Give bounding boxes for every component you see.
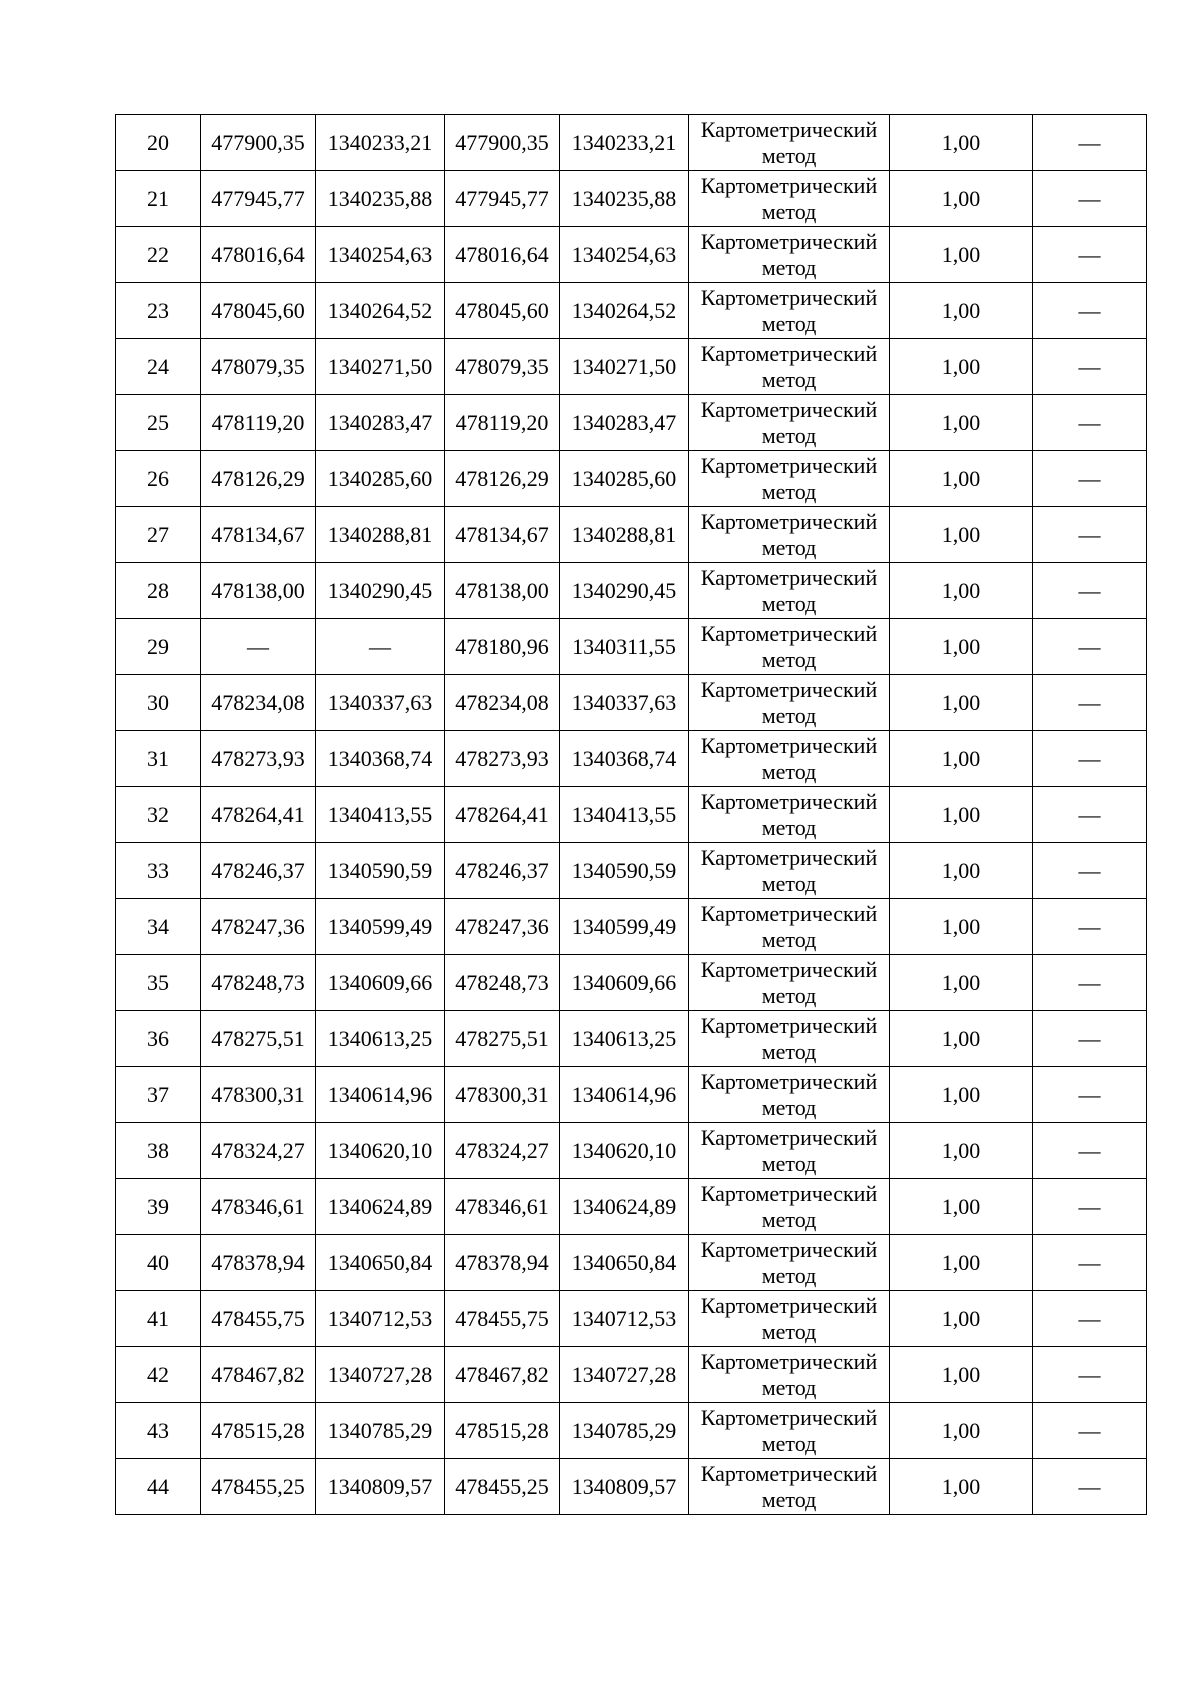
method-label-line2: метод bbox=[761, 758, 817, 784]
new-x-cell: 478247,36 bbox=[445, 899, 560, 955]
method-label-line2: метод bbox=[761, 814, 817, 840]
accuracy-cell: 1,00 bbox=[890, 507, 1033, 563]
point-number-cell: 32 bbox=[116, 787, 201, 843]
table-row bbox=[116, 1235, 1147, 1291]
method-label-line2: метод bbox=[761, 926, 817, 952]
new-x-cell: 478248,73 bbox=[445, 955, 560, 1011]
method-cell bbox=[689, 1403, 890, 1459]
method-label-line2: метод bbox=[761, 534, 817, 560]
description-cell: — bbox=[1033, 1067, 1147, 1123]
existing-y-cell: 1340809,57 bbox=[316, 1459, 445, 1515]
description-cell: — bbox=[1033, 507, 1147, 563]
new-x-cell: 478016,64 bbox=[445, 227, 560, 283]
existing-y-cell: 1340368,74 bbox=[316, 731, 445, 787]
method-label-line2: метод bbox=[761, 1262, 817, 1288]
point-number-cell: 33 bbox=[116, 843, 201, 899]
description-cell: — bbox=[1033, 955, 1147, 1011]
new-y-cell: 1340599,49 bbox=[560, 899, 689, 955]
method-label-line2: метод bbox=[761, 1094, 817, 1120]
new-y-cell: 1340712,53 bbox=[560, 1291, 689, 1347]
new-y-cell: 1340235,88 bbox=[560, 171, 689, 227]
existing-x-cell: 478275,51 bbox=[201, 1011, 316, 1067]
new-x-cell: 478273,93 bbox=[445, 731, 560, 787]
description-cell: — bbox=[1033, 619, 1147, 675]
method-cell bbox=[689, 171, 890, 227]
existing-x-cell: 478119,20 bbox=[201, 395, 316, 451]
method-label-line1: Картометрический bbox=[700, 1180, 878, 1206]
existing-y-cell: 1340233,21 bbox=[316, 115, 445, 171]
method-label-line2: метод bbox=[761, 1038, 817, 1064]
method-label-line2: метод bbox=[761, 1206, 817, 1232]
description-cell: — bbox=[1033, 1235, 1147, 1291]
existing-y-cell: 1340614,96 bbox=[316, 1067, 445, 1123]
method-cell bbox=[689, 339, 890, 395]
table-row bbox=[116, 899, 1147, 955]
accuracy-cell: 1,00 bbox=[890, 339, 1033, 395]
method-label-line1: Картометрический bbox=[700, 956, 878, 982]
method-label-line2: метод bbox=[761, 590, 817, 616]
point-number-cell: 42 bbox=[116, 1347, 201, 1403]
accuracy-cell: 1,00 bbox=[890, 1235, 1033, 1291]
description-cell: — bbox=[1033, 563, 1147, 619]
accuracy-cell: 1,00 bbox=[890, 787, 1033, 843]
description-cell: — bbox=[1033, 843, 1147, 899]
table-row bbox=[116, 1179, 1147, 1235]
point-number-cell: 28 bbox=[116, 563, 201, 619]
new-x-cell: 478246,37 bbox=[445, 843, 560, 899]
new-x-cell: 478275,51 bbox=[445, 1011, 560, 1067]
existing-x-cell: — bbox=[201, 619, 316, 675]
table-row bbox=[116, 395, 1147, 451]
accuracy-cell: 1,00 bbox=[890, 451, 1033, 507]
method-cell bbox=[689, 1235, 890, 1291]
existing-y-cell: 1340727,28 bbox=[316, 1347, 445, 1403]
method-cell bbox=[689, 1347, 890, 1403]
existing-x-cell: 478045,60 bbox=[201, 283, 316, 339]
method-label-line2: метод bbox=[761, 1374, 817, 1400]
existing-x-cell: 478248,73 bbox=[201, 955, 316, 1011]
method-cell bbox=[689, 1067, 890, 1123]
description-cell: — bbox=[1033, 1179, 1147, 1235]
point-number-cell: 36 bbox=[116, 1011, 201, 1067]
existing-x-cell: 478247,36 bbox=[201, 899, 316, 955]
table-row bbox=[116, 1347, 1147, 1403]
point-number-cell: 23 bbox=[116, 283, 201, 339]
table-row bbox=[116, 339, 1147, 395]
method-cell bbox=[689, 787, 890, 843]
accuracy-cell: 1,00 bbox=[890, 227, 1033, 283]
coordinates-table bbox=[115, 114, 1147, 1515]
new-x-cell: 478126,29 bbox=[445, 451, 560, 507]
accuracy-cell: 1,00 bbox=[890, 1347, 1033, 1403]
method-label-line2: метод bbox=[761, 1150, 817, 1176]
existing-y-cell: 1340785,29 bbox=[316, 1403, 445, 1459]
method-cell bbox=[689, 899, 890, 955]
existing-x-cell: 478378,94 bbox=[201, 1235, 316, 1291]
existing-y-cell: 1340620,10 bbox=[316, 1123, 445, 1179]
accuracy-cell: 1,00 bbox=[890, 1179, 1033, 1235]
new-x-cell: 478264,41 bbox=[445, 787, 560, 843]
method-cell bbox=[689, 619, 890, 675]
method-cell bbox=[689, 115, 890, 171]
new-y-cell: 1340785,29 bbox=[560, 1403, 689, 1459]
point-number-cell: 39 bbox=[116, 1179, 201, 1235]
method-label-line2: метод bbox=[761, 478, 817, 504]
new-x-cell: 478324,27 bbox=[445, 1123, 560, 1179]
existing-x-cell: 478126,29 bbox=[201, 451, 316, 507]
new-x-cell: 478455,75 bbox=[445, 1291, 560, 1347]
new-x-cell: 478079,35 bbox=[445, 339, 560, 395]
method-label-line1: Картометрический bbox=[700, 1404, 878, 1430]
accuracy-cell: 1,00 bbox=[890, 563, 1033, 619]
table-row bbox=[116, 843, 1147, 899]
description-cell: — bbox=[1033, 1291, 1147, 1347]
existing-x-cell: 478324,27 bbox=[201, 1123, 316, 1179]
table-row bbox=[116, 619, 1147, 675]
table-row bbox=[116, 731, 1147, 787]
method-cell bbox=[689, 227, 890, 283]
accuracy-cell: 1,00 bbox=[890, 1459, 1033, 1515]
new-y-cell: 1340337,63 bbox=[560, 675, 689, 731]
method-cell bbox=[689, 955, 890, 1011]
method-cell bbox=[689, 1011, 890, 1067]
existing-x-cell: 478455,25 bbox=[201, 1459, 316, 1515]
method-label-line2: метод bbox=[761, 870, 817, 896]
new-x-cell: 478515,28 bbox=[445, 1403, 560, 1459]
method-label-line1: Картометрический bbox=[700, 228, 878, 254]
accuracy-cell: 1,00 bbox=[890, 619, 1033, 675]
new-x-cell: 478119,20 bbox=[445, 395, 560, 451]
method-label-line1: Картометрический bbox=[700, 676, 878, 702]
point-number-cell: 20 bbox=[116, 115, 201, 171]
existing-y-cell: 1340624,89 bbox=[316, 1179, 445, 1235]
new-y-cell: 1340809,57 bbox=[560, 1459, 689, 1515]
accuracy-cell: 1,00 bbox=[890, 675, 1033, 731]
existing-x-cell: 478515,28 bbox=[201, 1403, 316, 1459]
method-label-line2: метод bbox=[761, 1430, 817, 1456]
method-label-line1: Картометрический bbox=[700, 116, 878, 142]
new-y-cell: 1340368,74 bbox=[560, 731, 689, 787]
new-x-cell: 478138,00 bbox=[445, 563, 560, 619]
point-number-cell: 29 bbox=[116, 619, 201, 675]
new-y-cell: 1340727,28 bbox=[560, 1347, 689, 1403]
accuracy-cell: 1,00 bbox=[890, 1123, 1033, 1179]
new-x-cell: 478134,67 bbox=[445, 507, 560, 563]
existing-x-cell: 478467,82 bbox=[201, 1347, 316, 1403]
method-label-line1: Картометрический bbox=[700, 1124, 878, 1150]
description-cell: — bbox=[1033, 1123, 1147, 1179]
description-cell: — bbox=[1033, 115, 1147, 171]
table-row bbox=[116, 1459, 1147, 1515]
new-y-cell: 1340613,25 bbox=[560, 1011, 689, 1067]
accuracy-cell: 1,00 bbox=[890, 899, 1033, 955]
method-label-line1: Картометрический bbox=[700, 1348, 878, 1374]
existing-x-cell: 478234,08 bbox=[201, 675, 316, 731]
existing-y-cell: — bbox=[316, 619, 445, 675]
existing-y-cell: 1340590,59 bbox=[316, 843, 445, 899]
point-number-cell: 21 bbox=[116, 171, 201, 227]
method-label-line2: метод bbox=[761, 366, 817, 392]
new-y-cell: 1340614,96 bbox=[560, 1067, 689, 1123]
existing-y-cell: 1340599,49 bbox=[316, 899, 445, 955]
table-row bbox=[116, 1291, 1147, 1347]
table-row bbox=[116, 1067, 1147, 1123]
existing-x-cell: 477945,77 bbox=[201, 171, 316, 227]
existing-y-cell: 1340712,53 bbox=[316, 1291, 445, 1347]
table-row bbox=[116, 787, 1147, 843]
method-label-line1: Картометрический bbox=[700, 452, 878, 478]
accuracy-cell: 1,00 bbox=[890, 1067, 1033, 1123]
table-row bbox=[116, 283, 1147, 339]
new-y-cell: 1340624,89 bbox=[560, 1179, 689, 1235]
existing-y-cell: 1340337,63 bbox=[316, 675, 445, 731]
method-cell bbox=[689, 1179, 890, 1235]
method-cell bbox=[689, 563, 890, 619]
new-y-cell: 1340285,60 bbox=[560, 451, 689, 507]
existing-x-cell: 478273,93 bbox=[201, 731, 316, 787]
table-body bbox=[116, 115, 1147, 1515]
description-cell: — bbox=[1033, 227, 1147, 283]
method-label-line1: Картометрический bbox=[700, 508, 878, 534]
method-cell bbox=[689, 675, 890, 731]
new-x-cell: 477945,77 bbox=[445, 171, 560, 227]
table-row bbox=[116, 507, 1147, 563]
description-cell: — bbox=[1033, 675, 1147, 731]
existing-y-cell: 1340290,45 bbox=[316, 563, 445, 619]
accuracy-cell: 1,00 bbox=[890, 731, 1033, 787]
method-label-line2: метод bbox=[761, 310, 817, 336]
existing-x-cell: 478346,61 bbox=[201, 1179, 316, 1235]
accuracy-cell: 1,00 bbox=[890, 955, 1033, 1011]
method-cell bbox=[689, 451, 890, 507]
point-number-cell: 27 bbox=[116, 507, 201, 563]
existing-y-cell: 1340235,88 bbox=[316, 171, 445, 227]
description-cell: — bbox=[1033, 339, 1147, 395]
accuracy-cell: 1,00 bbox=[890, 395, 1033, 451]
method-label-line2: метод bbox=[761, 1486, 817, 1512]
point-number-cell: 41 bbox=[116, 1291, 201, 1347]
existing-x-cell: 477900,35 bbox=[201, 115, 316, 171]
new-y-cell: 1340288,81 bbox=[560, 507, 689, 563]
existing-x-cell: 478016,64 bbox=[201, 227, 316, 283]
existing-y-cell: 1340283,47 bbox=[316, 395, 445, 451]
table-row bbox=[116, 227, 1147, 283]
new-y-cell: 1340254,63 bbox=[560, 227, 689, 283]
existing-y-cell: 1340285,60 bbox=[316, 451, 445, 507]
description-cell: — bbox=[1033, 451, 1147, 507]
existing-x-cell: 478455,75 bbox=[201, 1291, 316, 1347]
point-number-cell: 26 bbox=[116, 451, 201, 507]
table-row bbox=[116, 451, 1147, 507]
existing-x-cell: 478264,41 bbox=[201, 787, 316, 843]
existing-x-cell: 478246,37 bbox=[201, 843, 316, 899]
new-y-cell: 1340413,55 bbox=[560, 787, 689, 843]
accuracy-cell: 1,00 bbox=[890, 1291, 1033, 1347]
point-number-cell: 24 bbox=[116, 339, 201, 395]
description-cell: — bbox=[1033, 787, 1147, 843]
method-label-line2: метод bbox=[761, 646, 817, 672]
existing-y-cell: 1340288,81 bbox=[316, 507, 445, 563]
method-label-line1: Картометрический bbox=[700, 340, 878, 366]
existing-y-cell: 1340264,52 bbox=[316, 283, 445, 339]
new-x-cell: 478378,94 bbox=[445, 1235, 560, 1291]
description-cell: — bbox=[1033, 731, 1147, 787]
method-label-line1: Картометрический bbox=[700, 620, 878, 646]
point-number-cell: 44 bbox=[116, 1459, 201, 1515]
method-cell bbox=[689, 283, 890, 339]
method-label-line1: Картометрический bbox=[700, 788, 878, 814]
point-number-cell: 34 bbox=[116, 899, 201, 955]
new-x-cell: 478180,96 bbox=[445, 619, 560, 675]
new-y-cell: 1340271,50 bbox=[560, 339, 689, 395]
accuracy-cell: 1,00 bbox=[890, 283, 1033, 339]
existing-y-cell: 1340650,84 bbox=[316, 1235, 445, 1291]
new-y-cell: 1340233,21 bbox=[560, 115, 689, 171]
new-x-cell: 478467,82 bbox=[445, 1347, 560, 1403]
existing-x-cell: 478300,31 bbox=[201, 1067, 316, 1123]
existing-x-cell: 478138,00 bbox=[201, 563, 316, 619]
point-number-cell: 31 bbox=[116, 731, 201, 787]
existing-y-cell: 1340413,55 bbox=[316, 787, 445, 843]
method-label-line2: метод bbox=[761, 982, 817, 1008]
new-x-cell: 478455,25 bbox=[445, 1459, 560, 1515]
method-label-line1: Картометрический bbox=[700, 1236, 878, 1262]
description-cell: — bbox=[1033, 1403, 1147, 1459]
table-row bbox=[116, 563, 1147, 619]
accuracy-cell: 1,00 bbox=[890, 1403, 1033, 1459]
method-label-line2: метод bbox=[761, 142, 817, 168]
method-cell bbox=[689, 1291, 890, 1347]
table-row bbox=[116, 115, 1147, 171]
new-x-cell: 478045,60 bbox=[445, 283, 560, 339]
method-cell bbox=[689, 1123, 890, 1179]
description-cell: — bbox=[1033, 1459, 1147, 1515]
point-number-cell: 37 bbox=[116, 1067, 201, 1123]
existing-y-cell: 1340609,66 bbox=[316, 955, 445, 1011]
description-cell: — bbox=[1033, 283, 1147, 339]
new-y-cell: 1340620,10 bbox=[560, 1123, 689, 1179]
method-cell bbox=[689, 843, 890, 899]
method-label-line1: Картометрический bbox=[700, 284, 878, 310]
method-label-line1: Картометрический bbox=[700, 396, 878, 422]
point-number-cell: 30 bbox=[116, 675, 201, 731]
point-number-cell: 22 bbox=[116, 227, 201, 283]
description-cell: — bbox=[1033, 1011, 1147, 1067]
new-y-cell: 1340264,52 bbox=[560, 283, 689, 339]
method-cell bbox=[689, 507, 890, 563]
existing-y-cell: 1340271,50 bbox=[316, 339, 445, 395]
point-number-cell: 43 bbox=[116, 1403, 201, 1459]
method-label-line1: Картометрический bbox=[700, 900, 878, 926]
new-x-cell: 478234,08 bbox=[445, 675, 560, 731]
method-label-line2: метод bbox=[761, 254, 817, 280]
existing-y-cell: 1340254,63 bbox=[316, 227, 445, 283]
method-cell bbox=[689, 731, 890, 787]
point-number-cell: 35 bbox=[116, 955, 201, 1011]
table-row bbox=[116, 1123, 1147, 1179]
description-cell: — bbox=[1033, 395, 1147, 451]
method-label-line2: метод bbox=[761, 702, 817, 728]
new-y-cell: 1340283,47 bbox=[560, 395, 689, 451]
description-cell: — bbox=[1033, 899, 1147, 955]
new-x-cell: 478346,61 bbox=[445, 1179, 560, 1235]
existing-x-cell: 478079,35 bbox=[201, 339, 316, 395]
method-label-line1: Картометрический bbox=[700, 1012, 878, 1038]
new-y-cell: 1340311,55 bbox=[560, 619, 689, 675]
method-label-line1: Картометрический bbox=[700, 844, 878, 870]
method-label-line1: Картометрический bbox=[700, 564, 878, 590]
table-row bbox=[116, 1011, 1147, 1067]
table-row bbox=[116, 1403, 1147, 1459]
new-x-cell: 477900,35 bbox=[445, 115, 560, 171]
new-y-cell: 1340650,84 bbox=[560, 1235, 689, 1291]
new-y-cell: 1340290,45 bbox=[560, 563, 689, 619]
point-number-cell: 25 bbox=[116, 395, 201, 451]
point-number-cell: 38 bbox=[116, 1123, 201, 1179]
method-label-line1: Картометрический bbox=[700, 1292, 878, 1318]
existing-y-cell: 1340613,25 bbox=[316, 1011, 445, 1067]
description-cell: — bbox=[1033, 1347, 1147, 1403]
accuracy-cell: 1,00 bbox=[890, 843, 1033, 899]
table-row bbox=[116, 955, 1147, 1011]
method-label-line1: Картометрический bbox=[700, 1460, 878, 1486]
new-y-cell: 1340609,66 bbox=[560, 955, 689, 1011]
method-cell bbox=[689, 1459, 890, 1515]
existing-x-cell: 478134,67 bbox=[201, 507, 316, 563]
table-row bbox=[116, 675, 1147, 731]
accuracy-cell: 1,00 bbox=[890, 1011, 1033, 1067]
description-cell: — bbox=[1033, 171, 1147, 227]
method-label-line1: Картометрический bbox=[700, 1068, 878, 1094]
new-x-cell: 478300,31 bbox=[445, 1067, 560, 1123]
table-row bbox=[116, 171, 1147, 227]
method-cell bbox=[689, 395, 890, 451]
new-y-cell: 1340590,59 bbox=[560, 843, 689, 899]
method-label-line1: Картометрический bbox=[700, 732, 878, 758]
accuracy-cell: 1,00 bbox=[890, 115, 1033, 171]
method-label-line2: метод bbox=[761, 198, 817, 224]
accuracy-cell: 1,00 bbox=[890, 171, 1033, 227]
method-label-line2: метод bbox=[761, 422, 817, 448]
method-label-line2: метод bbox=[761, 1318, 817, 1344]
method-label-line1: Картометрический bbox=[700, 172, 878, 198]
point-number-cell: 40 bbox=[116, 1235, 201, 1291]
